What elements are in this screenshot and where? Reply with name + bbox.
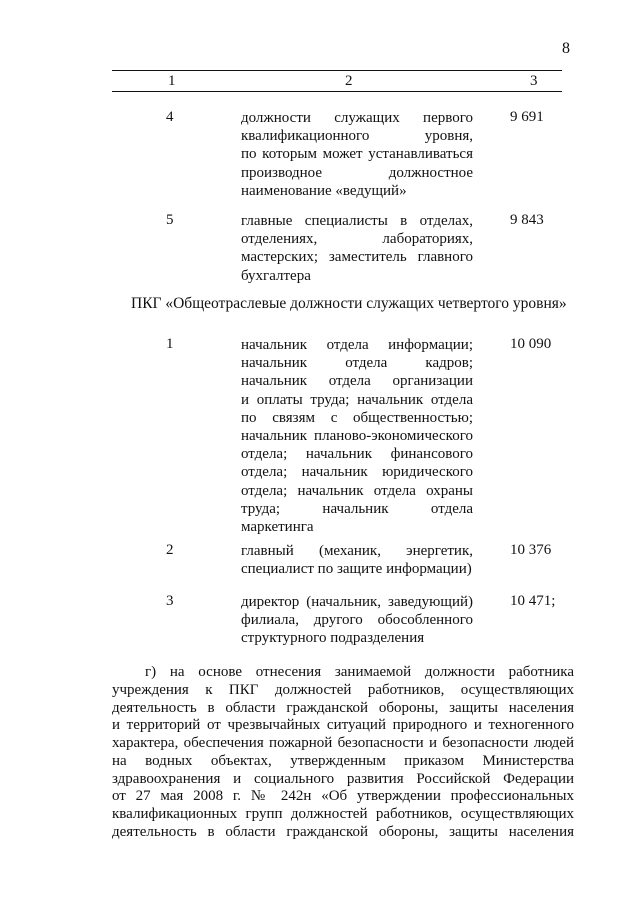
row-number: 3: [166, 593, 174, 609]
description-line: наименование «ведущий»: [241, 182, 407, 199]
row-description: [241, 212, 473, 285]
description-line: труда; начальник отдела: [241, 500, 473, 517]
description-line: отделениях, лабораториях,: [241, 231, 473, 248]
row-description: [241, 109, 473, 200]
description-line: филиала, другого обособленного: [241, 612, 473, 629]
paragraph-line: от 27 мая 2008 г. № 242н «Об утверждении профессиональных: [112, 788, 574, 805]
paragraph-line: и территорий от чрезвычайных ситуаций природного и техногенного: [112, 717, 574, 734]
row-number: 2: [166, 542, 174, 558]
column-header-1: 1: [168, 73, 176, 89]
row-number: 5: [166, 212, 174, 228]
row-description: [241, 336, 473, 536]
description-line: начальник отдела организации: [241, 373, 473, 390]
row-value: 10 090: [510, 336, 552, 352]
paragraph-line: квалификационных групп должностей работников, осуществляющих: [112, 806, 574, 822]
paragraph-line: характера, обеспечения пожарной безопасности и безопасности людей: [112, 735, 574, 751]
column-header-2: 2: [345, 73, 353, 89]
page-number: 8: [562, 40, 570, 57]
paragraph-line: г) на основе отнесения занимаемой должности работника: [145, 664, 574, 680]
description-line: квалификационного уровня,: [241, 128, 473, 145]
description-line: по которым может устанавливаться: [241, 146, 473, 163]
description-line: главные специалисты в отделах,: [241, 213, 473, 229]
group-heading: ПКГ «Общеотраслевые должности служащих четвертого уровня»: [131, 295, 567, 312]
row-value: 9 843: [510, 212, 544, 228]
paragraph-line: на водных объектах, утвержденным приказом Министерства: [112, 752, 574, 769]
description-line: бухгалтера: [241, 267, 311, 284]
paragraph-line: деятельность в области гражданской обороны, защиты населения: [112, 699, 574, 716]
description-line: начальник отдела информации;: [241, 337, 473, 353]
description-line: отдела; начальник отдела охраны: [241, 482, 473, 499]
description-line: специалист по защите информации): [241, 561, 472, 578]
description-line: маркетинга: [241, 518, 314, 535]
row-description: [241, 593, 473, 648]
paragraph-line: учреждения к ПКГ должностей работников, осуществляющих: [112, 681, 574, 698]
paragraph-line: здравоохранения и социального развития Российской Федерации: [112, 770, 574, 787]
table-header-row: [112, 70, 562, 92]
description-line: должности служащих первого: [241, 110, 473, 126]
description-line: по связям с общественностью;: [241, 409, 473, 426]
description-line: отдела; начальник финансового: [241, 446, 473, 463]
description-line: начальник планово-экономического: [241, 427, 473, 444]
description-line: отдела; начальник юридического: [241, 464, 473, 481]
description-line: и оплаты труда; начальник отдела: [241, 391, 473, 408]
row-value: 9 691: [510, 109, 544, 125]
paragraph-line: деятельность в области гражданской обороны, защиты населения: [112, 823, 574, 840]
description-line: структурного подразделения: [241, 630, 425, 647]
row-value: 10 471;: [510, 593, 556, 609]
description-line: директор (начальник, заведующий): [241, 594, 473, 610]
description-line: начальник отдела кадров;: [241, 355, 473, 372]
row-number: 4: [166, 109, 174, 125]
description-line: мастерских; заместитель главного: [241, 249, 473, 266]
body-paragraph: [112, 664, 574, 842]
description-line: главный (механик, энергетик,: [241, 543, 473, 559]
row-description: [241, 542, 473, 578]
column-header-3: 3: [530, 73, 538, 89]
row-number: 1: [166, 336, 174, 352]
description-line: производное должностное: [241, 164, 473, 181]
row-value: 10 376: [510, 542, 552, 558]
